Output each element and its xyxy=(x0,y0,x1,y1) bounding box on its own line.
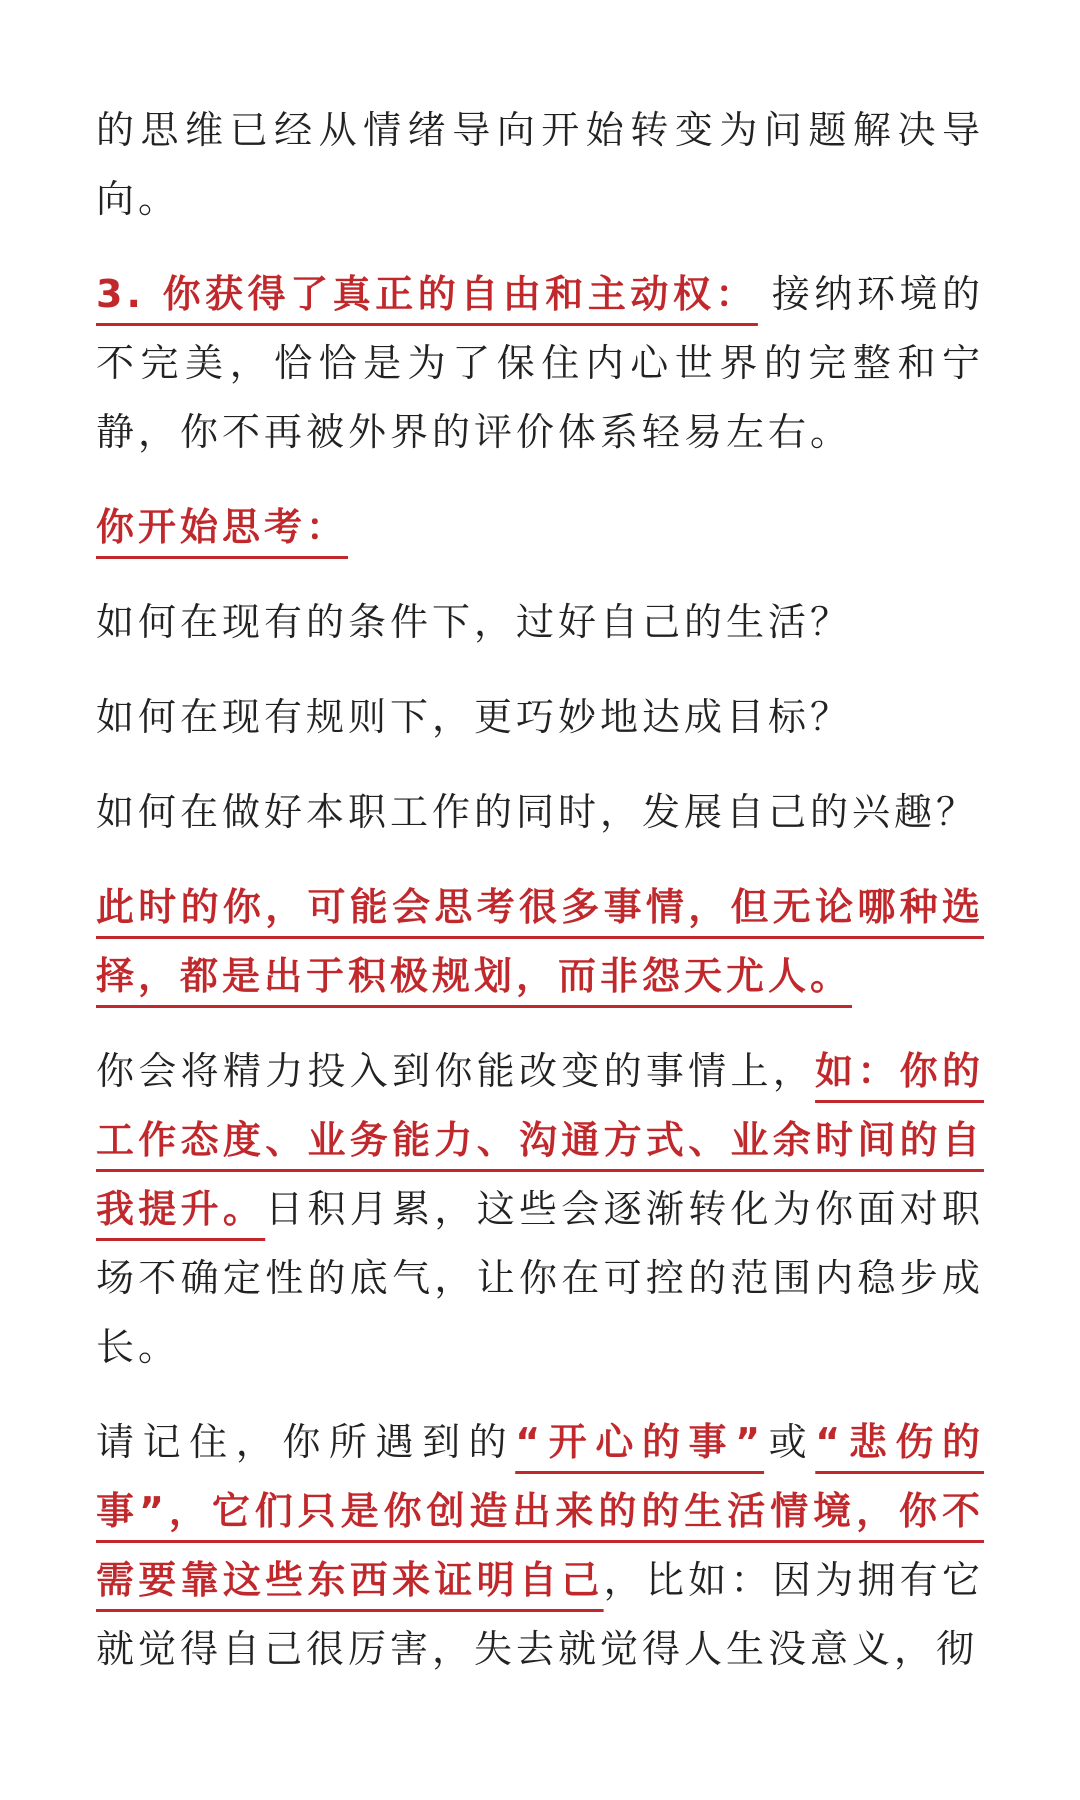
paragraph-text: 请记住，你所遇到的 xyxy=(96,1420,516,1464)
highlight-positive-planning: 此时的你，可能会思考很多事情，但无论哪种选择，都是出于积极规划，而非怨天尤人。 xyxy=(96,885,984,998)
question-text: 如何在现有规则下，更巧妙地达成目标？ xyxy=(96,695,853,739)
question-item-2 xyxy=(96,683,984,752)
paragraph-text: 或 xyxy=(764,1420,816,1464)
highlight-self-improvement: 如：你的工作态度、业务能力、沟通方式、业余时间的自我提升。 xyxy=(96,1049,984,1231)
paragraph-thinking-shift xyxy=(96,96,984,234)
paragraph-text: 的思维已经从情绪导向开始转变为问题解决导向。 xyxy=(96,108,984,221)
question-text: 如何在现有的条件下，过好自己的生活？ xyxy=(96,600,853,644)
question-text: 如何在做好本职工作的同时，发展自己的兴趣？ xyxy=(96,790,979,834)
highlight-freedom-heading: 3. 你获得了真正的自由和主动权： xyxy=(96,272,758,316)
highlight-start-thinking: 你开始思考： xyxy=(96,505,349,549)
paragraph-freedom xyxy=(96,260,984,467)
paragraph-text: 你会将精力投入到你能改变的事情上， xyxy=(96,1049,816,1093)
paragraph-text: 日积月累，这些会逐渐转化为你面对职场不确定性的底气，让你在可控的范围内稳步成长。 xyxy=(96,1187,984,1369)
paragraph-focus-energy xyxy=(96,1037,984,1382)
question-item-3 xyxy=(96,778,984,847)
highlight-happy-things: “开心的事” xyxy=(515,1420,765,1464)
paragraph-remember xyxy=(96,1408,984,1684)
paragraph-start-thinking xyxy=(96,493,984,562)
highlight-sad-things: “悲伤的事”，它们只是你创造出来的的生活情境，你不需要靠这些东西来证明自己 xyxy=(96,1420,984,1602)
article-body xyxy=(96,96,984,1710)
paragraph-text: 接纳环境的不完美，恰恰是为了保住内心世界的完整和宁静，你不再被外界的评价体系轻易左右。 xyxy=(96,272,984,454)
question-item-1 xyxy=(96,588,984,657)
paragraph-positive-planning xyxy=(96,873,984,1011)
paragraph-text: ，比如：因为拥有它就觉得自己很厉害，失去就觉得人生没意义，彻 xyxy=(96,1558,984,1671)
